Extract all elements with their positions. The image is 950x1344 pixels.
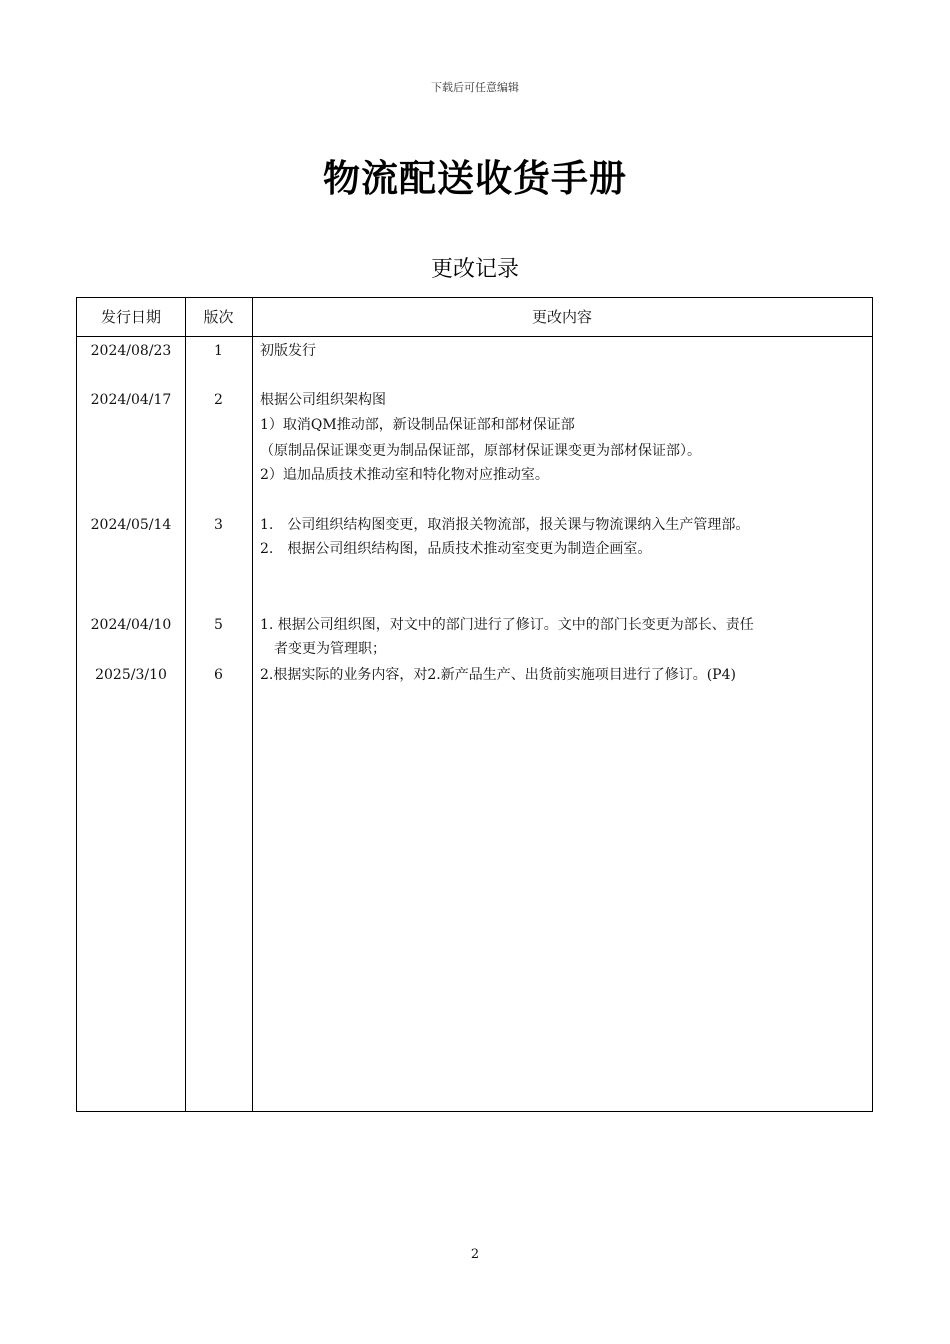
- row-date: 2024/05/14: [90, 517, 172, 533]
- row-content-line: 1. 根据公司组织图，对文中的部门进行了修订。文中的部门长变更为部长、责任: [260, 617, 754, 633]
- row-version: 6: [214, 667, 223, 683]
- document-title: 物流配送收货手册: [323, 157, 627, 200]
- row-version: 1: [214, 343, 223, 359]
- row-version: 5: [214, 617, 223, 633]
- row-date: 2024/04/17: [90, 392, 172, 408]
- header-divider: [77, 336, 872, 337]
- row-content-line: 根据公司组织架构图: [260, 392, 386, 408]
- row-content-line: 2.根据实际的业务内容，对2.新产品生产、出货前实施项目进行了修订。(P4): [260, 667, 736, 683]
- row-content-line: 1）取消QM推动部，新设制品保证部和部材保证部: [260, 417, 575, 433]
- column-divider: [252, 298, 253, 1111]
- row-content-line: 2. 根据公司组织结构图，品质技术推动室变更为制造企画室。: [260, 541, 652, 557]
- row-date: 2025/3/10: [95, 667, 167, 683]
- header-date: 发行日期: [100, 308, 161, 326]
- column-divider: [185, 298, 186, 1111]
- header-version: 版次: [203, 308, 234, 326]
- row-version: 3: [214, 517, 223, 533]
- row-content-line: 1. 公司组织结构图变更，取消报关物流部，报关课与物流课纳入生产管理部。: [260, 517, 750, 533]
- header-note: 下载后可任意编辑: [431, 81, 519, 94]
- row-version: 2: [214, 392, 223, 408]
- row-content-line: 初版发行: [260, 343, 316, 359]
- row-content-line: 者变更为管理职；: [260, 641, 386, 657]
- row-content-line: （原制品保证课变更为制品保证部，原部材保证课变更为部材保证部）。: [260, 443, 701, 459]
- section-title: 更改记录: [430, 257, 519, 282]
- page-number: 2: [470, 1247, 480, 1262]
- row-date: 2024/08/23: [90, 343, 172, 359]
- change-record-table: [76, 297, 873, 1112]
- row-date: 2024/04/10: [90, 617, 172, 633]
- header-content: 更改内容: [531, 308, 592, 326]
- row-content-line: 2）追加品质技术推动室和特化物对应推动室。: [260, 467, 549, 483]
